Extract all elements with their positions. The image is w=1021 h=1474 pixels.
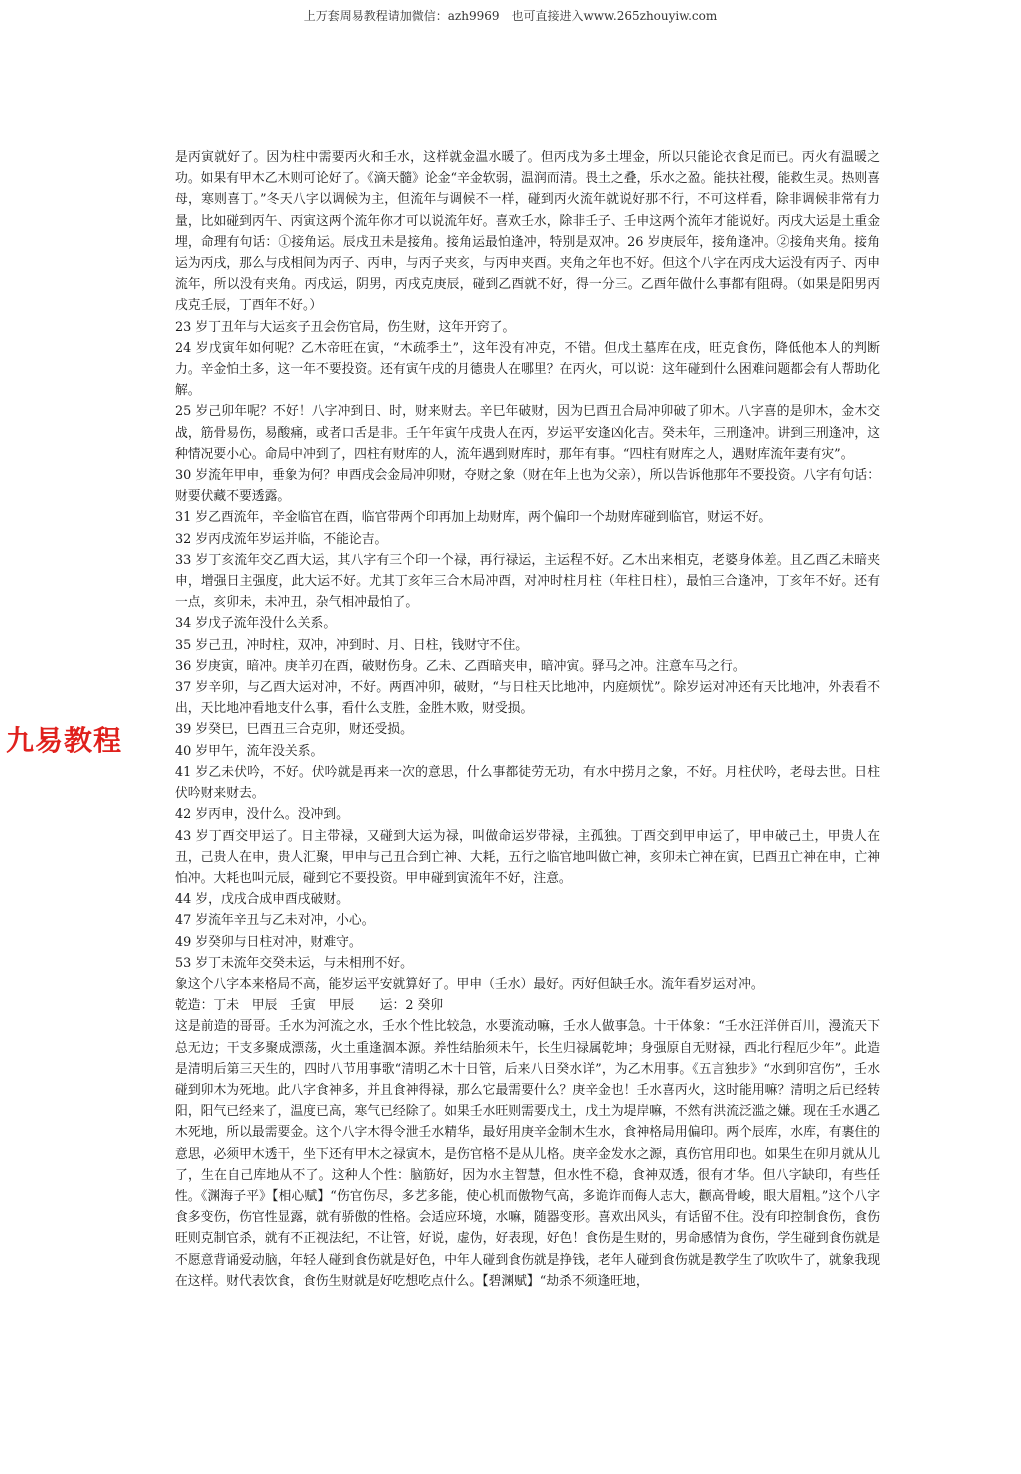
paragraph: 32 岁丙戌流年岁运并临，不能论吉。 bbox=[175, 531, 388, 547]
paragraph: 53 岁丁未流年交癸未运，与未相刑不好。 bbox=[175, 955, 413, 971]
paragraph: 41 岁乙未伏吟，不好。伏吟就是再来一次的意思，什么事都徒劳无功，有水中捞月之象，不好。月柱伏吟，老母去世。日柱伏吟财来财去。 bbox=[175, 764, 880, 802]
paragraph: 是丙寅就好了。因为柱中需要丙火和壬水，这样就金温水暖了。但丙戌为多土埋金，所以只能论衣食足而已。丙火有温暖之功。如果有甲木乙木则可论好了。《滴天髓》论金“辛金软弱，温润而清。畏土之叠，乐水之盈。能扶社稷，能救生灵。热则喜母，寒则喜丁。”冬天八字以调候为主，但流年与调候不一样，碰到丙火流年就说好那不行，不可这样看，除非调候非常有力量，比如碰到丙午、丙寅这两个流年你才可以说流年好。喜欢壬水，除非壬子、壬申这两个流年才能说好。丙戌大运是土重金埋，命理有句话：①接角运。辰戌丑未是接角。接角运最怕逢冲，特别是双冲。26 岁庚辰年，接角逢冲。②接角夹角。接角运为丙戌，那么与戌相间为丙子、丙申，与丙子夹亥，与丙申夹酉。夹角之年也不好。但这个八字在丙戌大运没有丙子、丙申流年，所以没有夹角。丙戌运，阴男，丙戌克庚辰，碰到乙酉就不好，得一分三。乙酉年做什么事都有阻碍。（如果是阳男丙戌克壬辰，丁酉年不好。） bbox=[175, 150, 880, 314]
paragraph: 33 岁丁亥流年交乙酉大运，其八字有三个印一个禄，再行禄运，主运程不好。乙木出来相克，老婆身体差。且乙酉乙未暗夹申，增强日主强度，此大运不好。尤其丁亥年三合木局冲酉，对冲时柱月柱（年柱日柱），最怕三合逢冲，丁亥年不好。还有一点，亥卯未，未冲丑，杂气相冲最怕了。 bbox=[175, 552, 880, 611]
paragraph: 25 岁己卯年呢？不好！八字冲到日、时，财来财去。辛巳年破财，因为巳酉丑合局冲卯破了卯木。八字喜的是卯木，金木交战，筋骨易伤，易酸痛，或者口舌是非。壬午年寅午戌贵人在丙，岁运平安逢凶化吉。癸未年，三刑逢冲。讲到三刑逢冲，这种情况要小心。命局中冲到了，四柱有财库的人，流年遇到财库时，那年有事。“四柱有财库之人，遇财库流年妻有灾”。 bbox=[175, 404, 880, 462]
paragraph: 35 岁己丑，冲时柱，双冲，冲到时、月、日柱，钱财守不住。 bbox=[175, 637, 529, 653]
paragraph: 44 岁，戊戌合成申酉戌破财。 bbox=[175, 892, 349, 908]
paragraph: 40 岁甲午，流年没关系。 bbox=[175, 743, 324, 759]
paragraph: 象这个八字本来格局不高，能岁运平安就算好了。甲申（壬水）最好。丙好但缺壬水。流年看岁运对冲。 bbox=[175, 976, 764, 992]
paragraph: 24 岁戊寅年如何呢？乙木帝旺在寅，“木疏季土”，这年没有冲克，不错。但戊土墓库在戌，旺克食伤，降低他本人的判断力。辛金怕土多，这一年不要投资。还有寅午戌的月德贵人在哪里？在丙火，可以说：这年碰到什么困难问题都会有人帮助化解。 bbox=[175, 340, 880, 399]
paragraph: 31 岁乙酉流年，辛金临官在酉，临官带两个印再加上劫财库，两个偏印一个劫财库碰到临官，财运不好。 bbox=[175, 510, 772, 526]
paragraph: 47 岁流年辛丑与乙未对冲，小心。 bbox=[175, 913, 375, 929]
document-body bbox=[175, 147, 880, 1292]
paragraph: 这是前造的哥哥。壬水为河流之水，壬水个性比较急，水要流动嘛，壬水人做事急。十干体象：“壬水汪洋併百川，漫流天下总无边；干支多聚成漂荡，火土重逢涸本源。养性结胎须未午，长生归禄属乾坤；身强原自无财禄，西北行程厄少年”。此造是清明后第三天生的，四时八节用事歌“清明乙木十日管，后来八日癸水详”，为乙木用事。《五言独步》“水到卯宫伤”，壬水碰到卯木为死地。此八字食神多，并且食神得禄，那么它最需要什么？庚辛金也！壬水喜丙火，这时能用嘛？清明之后已经转阳，阳气已经来了，温度已高，寒气已经除了。如果壬水旺则需要戊土，戊土为堤岸嘛，不然有洪流泛滥之嫌。现在壬水遇乙木死地，所以最需要金。这个八字木得令泄壬水精华，最好用庚辛金制木生水，食神格局用偏印。两个辰库，水库，有裹住的意思，必须甲木透干，坐下还有甲木之禄寅木，是伤官格不是从儿格。庚辛金发水之源，真伤官用印也。如果生在卯月就从儿了，生在自己库地从不了。这种人个性：脑筋好，因为水主智慧，但水性不稳，食神双透，很有才华。但八字缺印，有些任性。《渊海子平》【相心赋】“伤官伤尽，多艺多能，使心机而傲物气高，多诡诈而侮人志大，颧高骨峻，眼大眉粗。”这个八字食多变伤，伤官性显露，就有骄傲的性格。会适应环境，水嘛，随器变形。喜欢出风头，有话留不住。没有印控制食伤，食伤旺则克制官杀，就有不正视法纪，不让管，好说，虚伪，好表现，好色！食伤是生财的，男命感情为食伤，学生碰到食伤就是不愿意背诵爱动脑，年轻人碰到食伤就是好色，中年人碰到食伤就是挣钱，老年人碰到食伤就是教学生了吹吹牛了，就象我现在这样。财代表饮食，食伤生财就是好吃想吃点什么。【碧渊赋】“劫杀不须逢旺地， bbox=[175, 1019, 880, 1289]
paragraph: 36 岁庚寅，暗冲。庚羊刃在酉，破财伤身。乙未、乙酉暗夹申，暗冲寅。驿马之冲。注意车马之行。 bbox=[175, 658, 746, 674]
paragraph: 42 岁丙申，没什么。没冲到。 bbox=[175, 807, 349, 823]
paragraph: 37 岁辛卯，与乙酉大运对冲，不好。两酉冲卯，破财，“与日柱天比地冲，内庭烦忧”。除岁运对冲还有天比地冲，外表看不出，天比地冲看地支什么事，看什么支胜，金胜木败，财受损。 bbox=[175, 680, 880, 717]
paragraph: 乾造：丁未 甲辰 壬寅 甲辰 运：2 癸卯 bbox=[175, 998, 444, 1014]
paragraph: 39 岁癸巳，巳酉丑三合克卯，财还受损。 bbox=[175, 722, 413, 738]
paragraph: 30 岁流年甲申，垂象为何？申酉戌会金局冲卯财，夺财之象（财在年上也为父亲），所以告诉他那年不要投资。八字有句话：财要伏藏不要透露。 bbox=[175, 468, 880, 505]
page-header: 上万套周易教程请加微信：azh9969 也可直接进入www.265zhouyiw.com bbox=[303, 9, 718, 23]
paragraph: 49 岁癸卯与日柱对冲，财难守。 bbox=[175, 934, 362, 950]
paragraph: 43 岁丁酉交甲运了。日主带禄，又碰到大运为禄，叫做命运岁带禄，主孤独。丁酉交到甲申运了，甲申破己土，甲贵人在丑，己贵人在申，贵人汇聚，甲申与己丑合到亡神、大耗，五行之临官地叫做亡神，亥卯未亡神在寅，巳酉丑亡神在申，亡神怕冲。大耗也叫元辰，碰到它不要投资。甲申碰到寅流年不好，注意。 bbox=[175, 828, 880, 886]
paragraph: 34 岁戊子流年没什么关系。 bbox=[175, 616, 337, 632]
paragraph: 23 岁丁丑年与大运亥子丑会伤官局，伤生财，这年开窍了。 bbox=[175, 319, 516, 335]
watermark-logo: 九易教程 bbox=[6, 724, 123, 757]
